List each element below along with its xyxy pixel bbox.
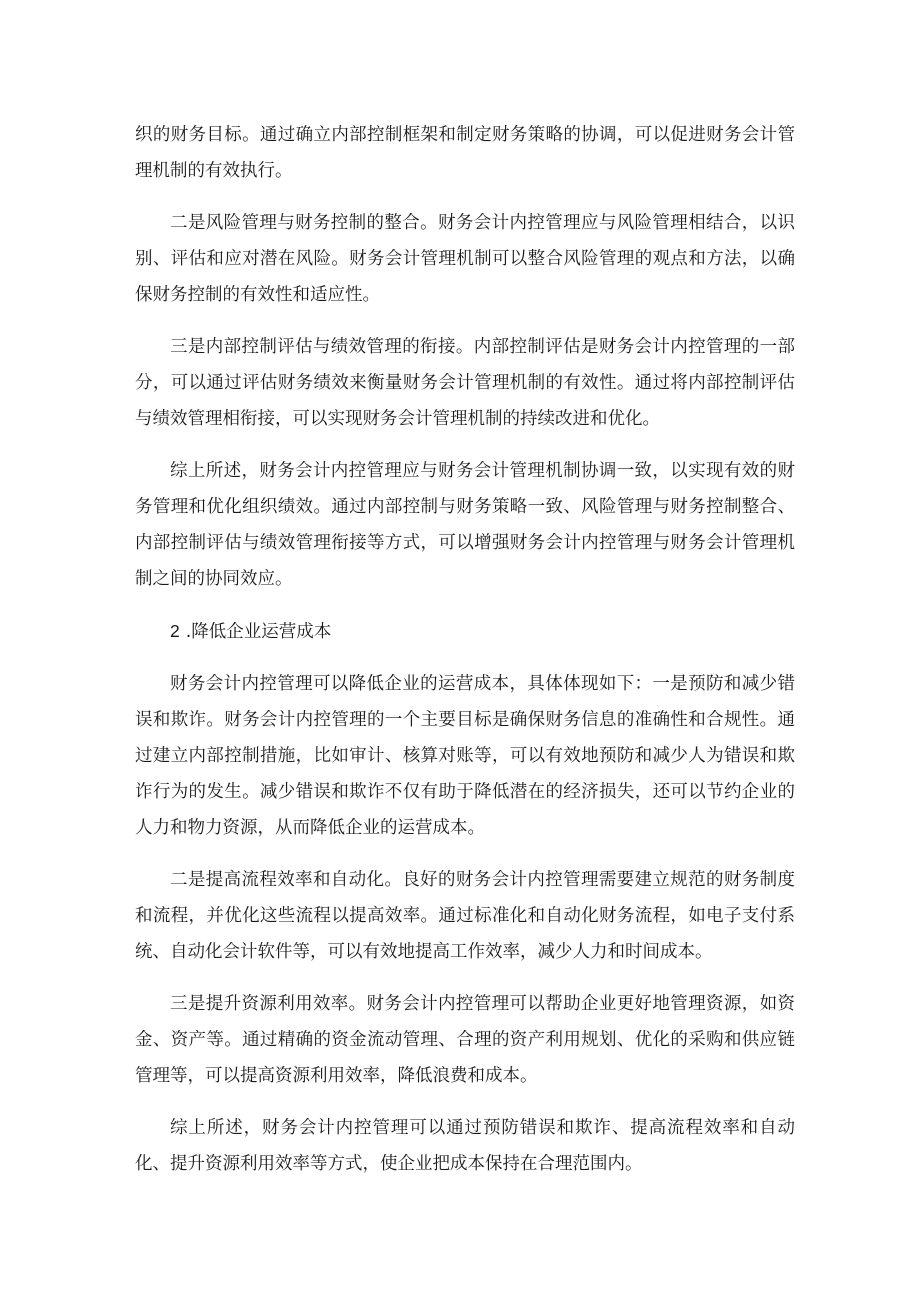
paragraph-summary-coordination: 综上所述，财务会计内控管理应与财务会计管理机制协调一致，以实现有效的财务管理和优化组织绩效。通过内部控制与财务策略一致、风险管理与财务控制整合、内部控制评估与绩效管理衔接等方式，可以增强财务会计内控管理与财务会计管理机制之间的协同效应。 [135, 461, 795, 589]
paragraph-resource-efficiency: 三是提升资源利用效率。财务会计内控管理可以帮助企业更好地管理资源，如资金、资产等。通过精确的资金流动管理、合理的资产利用规划、优化的采购和供应链管理等，可以提高资源利用效率，降低浪费和成本。 [135, 994, 795, 1086]
paragraph-process-efficiency: 二是提高流程效率和自动化。良好的财务会计内控管理需要建立规范的财务制度和流程，并优化这些流程以提高效率。通过标准化和自动化财务流程，如电子支付系统、自动化会计软件等，可以有效地提高工作效率，减少人力和时间成本。 [135, 870, 795, 962]
section-heading-text: .降低企业运营成本 [185, 622, 332, 642]
section-heading-number: 2 [170, 621, 180, 641]
paragraph-internal-control-evaluation: 三是内部控制评估与绩效管理的衔接。内部控制评估是财务会计内控管理的一部分，可以通过评估财务绩效来衡量财务会计管理机制的有效性。通过将内部控制评估与绩效管理相衔接，可以实现财务会计管理机制的持续改进和优化。 [135, 337, 795, 429]
paragraph-continuation: 织的财务目标。通过确立内部控制框架和制定财务策略的协调，可以促进财务会计管理机制的有效执行。 [135, 125, 795, 181]
paragraph-risk-management: 二是风险管理与财务控制的整合。财务会计内控管理应与风险管理相结合，以识别、评估和应对潜在风险。财务会计管理机制可以整合风险管理的观点和方法，以确保财务控制的有效性和适应性。 [135, 213, 795, 305]
paragraph-summary-cost: 综上所述，财务会计内控管理可以通过预防错误和欺诈、提高流程效率和自动化、提升资源利用效率等方式，使企业把成本保持在合理范围内。 [135, 1118, 795, 1174]
paragraph-reduce-errors: 财务会计内控管理可以降低企业的运营成本，具体体现如下：一是预防和减少错误和欺诈。财务会计内控管理的一个主要目标是确保财务信息的准确性和合规性。通过建立内部控制措施，比如审计、核算对账等，可以有效地预防和减少人为错误和欺诈行为的发生。减少错误和欺诈不仅有助于降低潜在的经济损失，还可以节约企业的人力和物力资源，从而降低企业的运营成本。 [135, 674, 795, 838]
section-heading [135, 613, 795, 650]
document-body [135, 117, 795, 1198]
